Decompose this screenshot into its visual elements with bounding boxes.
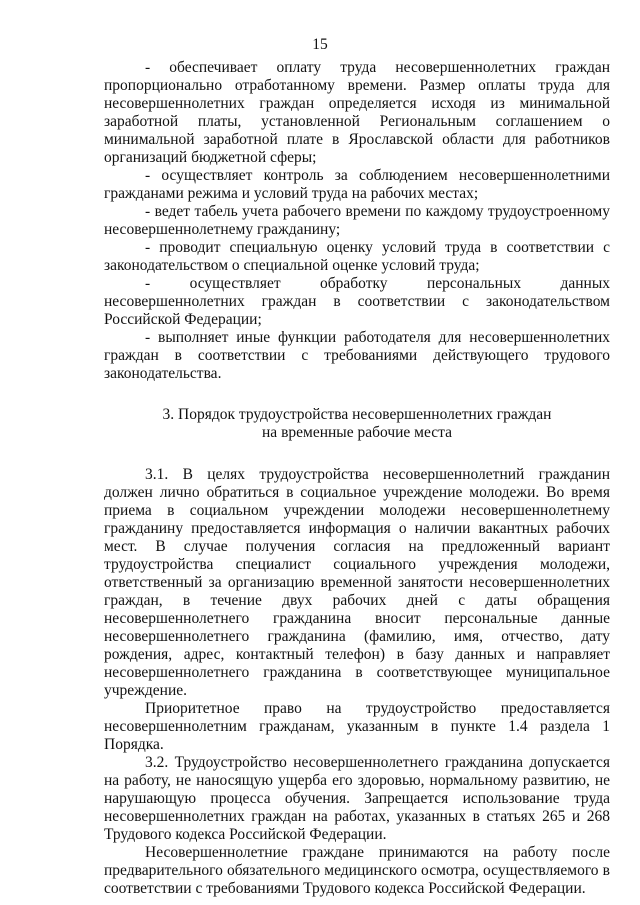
paragraph-3-2: 3.2. Трудоустройство несовершеннолетнего гражданина допускается на работу, не наносящую ущерба его здоровью, нормальному развитию, не нарушающую процесса обучения. Запрещается использование труда несовершеннолетних граждан на работах, указанных в статьях 265 и 268 Трудового кодекса Российской Федерации. (104, 754, 610, 843)
paragraph-employer-duty-personal-data: - осуществляет обработку персональных данных несовершеннолетних граждан в соответствии с законодательством Российской Федерации; (104, 275, 610, 328)
section-heading-line-1: 3. Порядок трудоустройства несовершеннолетних граждан (162, 406, 552, 423)
paragraph-medical-exam: Несовершеннолетние граждане принимаются на работу после предварительного обязательного медицинского осмотра, осуществляемого в соответствии с требованиями Трудового кодекса Российской Федерации. (104, 844, 610, 897)
paragraph-employer-duty-assessment: - проводит специальную оценку условий труда в соответствии с законодательством о специальной оценке условий труда; (104, 239, 610, 274)
paragraph-employer-duty-timesheet: - ведет табель учета рабочего времени по каждому трудоустроенному несовершеннолетнему гражданину; (104, 203, 610, 238)
document-body (104, 59, 610, 898)
paragraph-employer-duty-pay: - обеспечивает оплату труда несовершеннолетних граждан пропорционально отработанному времени. Размер оплаты труда для несовершеннолетних граждан определяется исходя из минимальной заработной платы, установленной Региональным соглашением о минимальной заработной плате в Ярославской области для работников организаций бюджетной сферы; (104, 59, 610, 166)
paragraph-3-1: 3.1. В целях трудоустройства несовершеннолетний гражданин должен лично обратиться в социальное учреждение молодежи. Во время приема в социальном учреждении молодежи несовершеннолетнему гражданину предоставляется информация о наличии вакантных рабочих мест. В случае получения согласия на предложенный вариант трудоустройства специалист социального учреждения молодежи, ответственный за организацию временной занятости несовершеннолетних граждан, в течение двух рабочих дней с даты обращения несовершеннолетнего гражданина вносит персональные данные несовершеннолетнего гражданина (фамилию, имя, отчество, дату рождения, адрес, контактный телефон) в базу данных и направляет несовершеннолетнего гражданина в соответствующее муниципальное учреждение. (104, 466, 610, 699)
paragraph-priority-right: Приоритетное право на трудоустройство предоставляется несовершеннолетним гражданам, указанным в пункте 1.4 раздела 1 Порядка. (104, 700, 610, 753)
section-heading (104, 406, 610, 442)
page-number: 15 (312, 36, 328, 53)
section-heading-line-2: на временные рабочие места (262, 424, 452, 441)
paragraph-employer-duty-other: - выполняет иные функции работодателя для несовершеннолетних граждан в соответствии с требованиями действующего трудового законодательства. (104, 329, 610, 382)
paragraph-employer-duty-control: - осуществляет контроль за соблюдением несовершеннолетними гражданами режима и условий труда на рабочих местах; (104, 167, 610, 202)
